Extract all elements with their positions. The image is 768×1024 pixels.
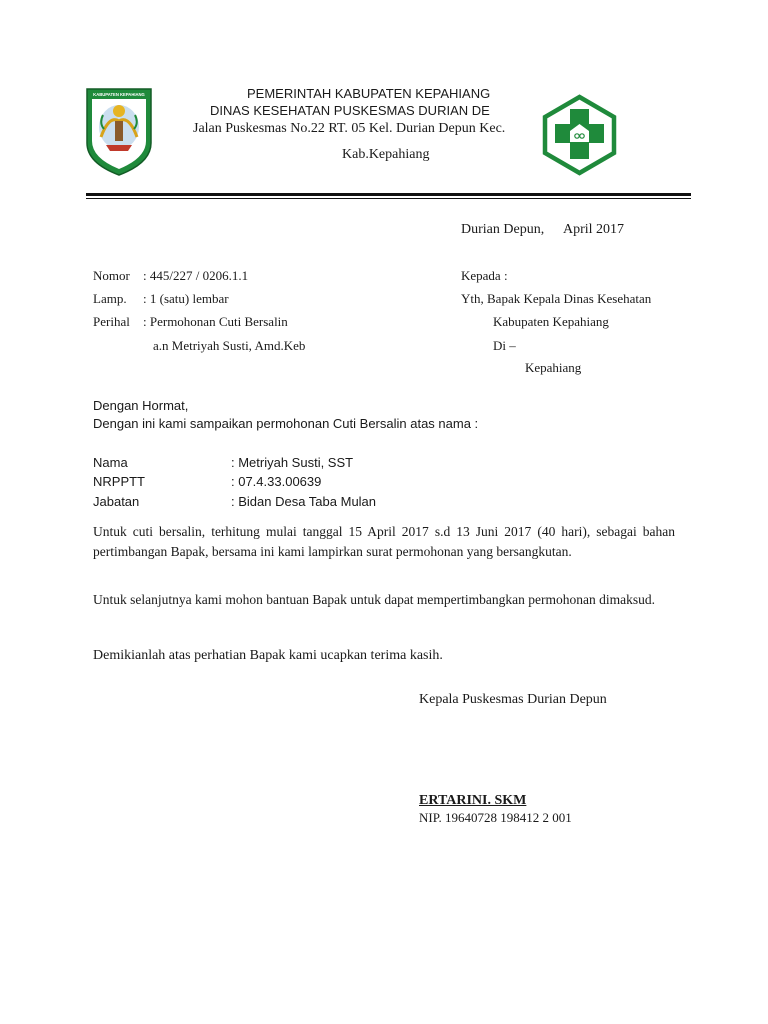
greeting: Dengan Hormat,: [93, 398, 189, 413]
signature-name: ERTARINI. SKM: [419, 793, 527, 808]
body-paragraph-1: Untuk cuti bersalin, terhitung mulai tanggal 15 April 2017 s.d 13 Juni 2017 (40 hari), sebagai bahan pertimbangan Bapak, bersama ini kami lampirkan surat permohonan yang bersangkutan.: [93, 524, 675, 559]
nomor-label: Nomor: [93, 268, 130, 283]
kabupaten-kepahiang-emblem-icon: [84, 85, 154, 177]
recipient-yth: Yth, Bapak Kepala Dinas Kesehatan: [461, 291, 652, 306]
perihal-value: : Permohonan Cuti Bersalin: [143, 314, 288, 329]
body-paragraph-2: Untuk selanjutnya kami mohon bantuan Bapak untuk dapat mempertimbangkan permohonan dimaksud.: [93, 592, 656, 607]
closing-line: Demikianlah atas perhatian Bapak kami ucapkan terima kasih.: [93, 648, 443, 663]
letterhead-thick-rule: [86, 193, 691, 196]
letterhead-address: Jalan Puskesmas No.22 RT. 05 Kel. Durian Depun Kec.: [193, 121, 506, 136]
emblem-label: KABUPATEN KEPAHIANG: [93, 92, 145, 97]
field-jabatan-label: Jabatan: [93, 494, 140, 509]
recipient-kabupaten: Kabupaten Kepahiang: [493, 314, 609, 329]
recipient-city: Kepahiang: [525, 360, 582, 375]
lamp-value: : 1 (satu) lembar: [143, 291, 229, 306]
date-place: Durian Depun,: [461, 222, 545, 237]
field-nama-value: : Metriyah Susti, SST: [231, 455, 354, 470]
field-nrpptt-value: : 07.4.33.00639: [231, 474, 322, 489]
letterhead-line-1: PEMERINTAH KABUPATEN KEPAHIANG: [247, 86, 491, 101]
letterhead-thin-rule: [86, 198, 691, 199]
intro-line: Dengan ini kami sampaikan permohonan Cuti Bersalin atas nama :: [93, 416, 479, 431]
field-jabatan-value: : Bidan Desa Taba Mulan: [231, 494, 377, 509]
signature-title: Kepala Puskesmas Durian Depun: [419, 692, 607, 707]
date-month-year: April 2017: [563, 222, 625, 237]
signature-nip: NIP. 19640728 198412 2 001: [419, 810, 572, 825]
field-nrpptt-label: NRPPTT: [93, 474, 145, 489]
nomor-value: : 445/227 / 0206.1.1: [143, 268, 249, 283]
recipient-di: Di –: [493, 338, 516, 353]
perihal-value-2: a.n Metriyah Susti, Amd.Keb: [153, 338, 306, 353]
perihal-label: Perihal: [93, 314, 130, 329]
letterhead-city: Kab.Kepahiang: [342, 147, 430, 162]
puskesmas-cross-logo-icon: [542, 94, 617, 176]
lamp-label: Lamp.: [93, 291, 127, 306]
letterhead-line-2: DINAS KESEHATAN PUSKESMAS DURIAN DE: [210, 103, 490, 118]
field-nama-label: Nama: [93, 455, 128, 470]
recipient-kepada: Kepada :: [461, 268, 508, 283]
